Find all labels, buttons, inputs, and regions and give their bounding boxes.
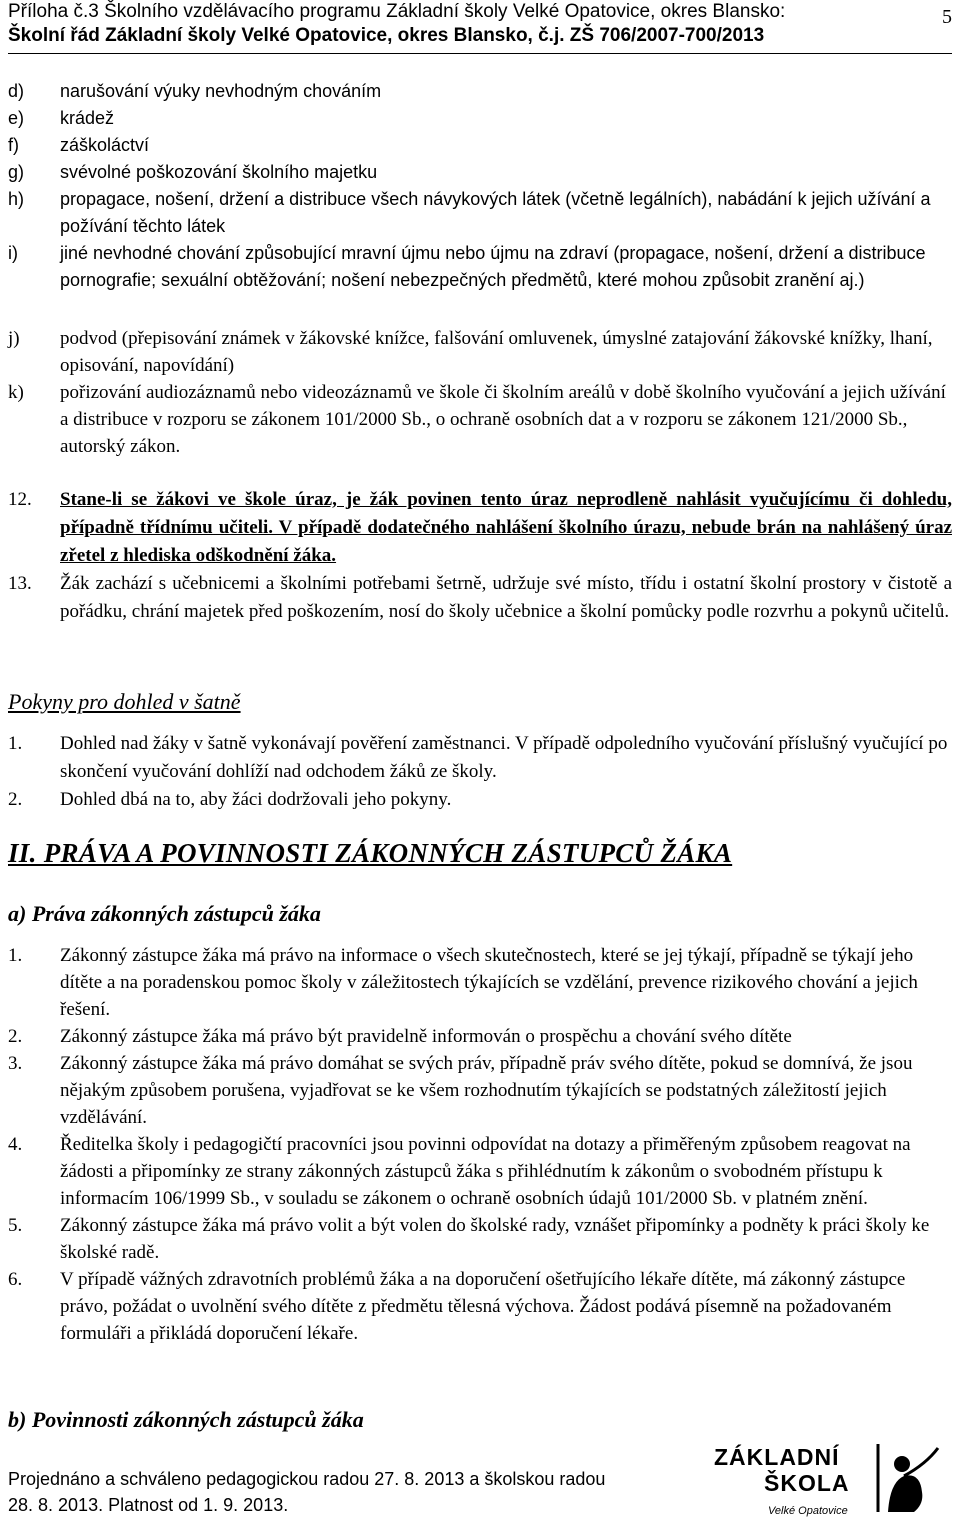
list-marker: 6.	[8, 1269, 23, 1290]
list-text: Zákonný zástupce žáka má právo na informace o všech skutečnostech, které se jej týkají, případně se týkají jeho dítěte a na poradenskou pomoc školy v záležitostech týkajících se vzdělání, prevence rizikového chování a jejich řešení.	[60, 945, 918, 1020]
list-marker: 12.	[8, 489, 32, 510]
page-header	[8, 0, 952, 48]
list-text: Dohled nad žáky v šatně vykonávají pověření zaměstnanci. V případě odpoledního vyučování příslušný vyučující po skončení vyučování dohlíží nad odchodem žáků ze školy.	[60, 733, 948, 782]
list-item	[8, 1266, 952, 1347]
list-marker: g)	[8, 162, 25, 182]
section-ii-heading: II. PRÁVA A POVINNOSTI ZÁKONNÝCH ZÁSTUPCŮ ŽÁKA	[8, 838, 733, 868]
list-text: Zákonný zástupce žáka má právo být pravidelně informován o prospěchu a chování svého dítěte	[60, 1026, 792, 1047]
list-text: krádež	[60, 108, 115, 128]
list-text: V případě vážných zdravotních problémů žáka a na doporučení ošetřujícího lékaře dítěte, má zákonný zástupce právo, požádat o uvolnění svého dítěte z předmětu tělesná výchova. Žádost podává písemně na požadovaném formuláři a přikládá doporučení lékaře.	[60, 1269, 906, 1344]
list-item	[8, 240, 952, 294]
list-text: Dohled dbá na to, aby žáci dodržovali jeho pokyny.	[60, 789, 452, 810]
list-marker: e)	[8, 108, 25, 128]
rights-subheading: a) Práva zákonných zástupců žáka	[8, 901, 321, 926]
list-text: narušování výuky nevhodným chováním	[60, 81, 382, 101]
list-item	[8, 1023, 952, 1050]
list-text: Ředitelka školy i pedagogičtí pracovníci jsou povinni odpovídat na dotazy a přiměřeným způsobem reagovat na žádosti a připomínky ze strany zákonných zástupců žáka s přihlédnutím k zákonům o svobodném přístupu k informacím 106/1999 Sb., v souladu se zákonem o ochraně osobních údajů 101/2000 Sb. v platném znění.	[60, 1134, 911, 1209]
list-marker: k)	[8, 382, 24, 403]
list-item	[8, 78, 952, 105]
header-rule	[8, 53, 952, 54]
list-item	[8, 325, 952, 379]
header-line-1: Příloha č.3 Školního vzdělávacího programu Základní školy Velké Opatovice, okres Blansko:	[8, 1, 786, 22]
list-item	[8, 730, 952, 786]
list-marker: 1.	[8, 945, 23, 966]
injury-rule-text: Stane-li se žákovi ve škole úraz, je žák povinen tento úraz neprodleně nahlásit vyučujícímu či dohledu, případně třídnímu učiteli. V případě dodatečného nahlášení školního úrazu, nebude brán na nahlášený úraz zřetel z hlediska odškodnění žáka.	[60, 489, 952, 566]
list-text: záškoláctví	[60, 135, 150, 155]
logo-text-1: ZÁKLADNÍ	[714, 1444, 840, 1470]
list-item	[8, 942, 952, 1023]
list-marker: d)	[8, 81, 25, 101]
list-marker: 2.	[8, 789, 23, 810]
section-ii-a	[8, 900, 952, 927]
rule-item-12	[8, 486, 952, 570]
section-ii-b	[8, 1406, 952, 1433]
list-text: pořizování audiozáznamů nebo videozáznamů ve škole či školním areálů v době školního vyučování a jejich užívání a distribuce v rozporu se zákonem 101/2000 Sb., o ochraně osobních dat a v rozporu se zákonem 121/2000 Sb., autorský zákon.	[60, 382, 946, 457]
list-item	[8, 159, 952, 186]
list-marker: 13.	[8, 573, 32, 594]
list-item	[8, 1050, 952, 1131]
rules-12-13	[8, 486, 952, 626]
list-text: podvod (přepisování známek v žákovské knížce, falšování omluvenek, úmyslné zatajování žákovské knížky, lhaní, opisování, napovídání)	[60, 328, 933, 376]
list-marker: 4.	[8, 1134, 23, 1155]
list-text: propagace, nošení, držení a distribuce všech návykových látek (včetně legálních), nabádání k jejich užívání a požívání těchto látek	[60, 189, 931, 236]
list-item	[8, 379, 952, 460]
satna-section	[8, 688, 952, 715]
logo-emblem-icon	[864, 1442, 944, 1514]
list-item	[8, 1131, 952, 1212]
list-text: jiné nevhodné chování způsobující mravní újmu nebo újmu na zdraví (propagace, nošení, držení a distribuce pornografie; sexuální obtěžování; nošení nebezpečných předmětů, které mohou způsobit zranění aj.)	[60, 243, 926, 290]
list-text: Zákonný zástupce žáka má právo domáhat se svých práv, případně práv svého dítěte, pokud se domnívá, že jsou nějakým způsobem porušena, vyjadřovat se ke všem rozhodnutím týkajících se podstatných záležitostí jejich vzdělávání.	[60, 1053, 913, 1128]
list-marker: i)	[8, 243, 18, 263]
list-marker: f)	[8, 135, 19, 155]
list-item	[8, 132, 952, 159]
page-number: 5	[942, 6, 952, 28]
satna-list	[8, 730, 952, 814]
list-item	[8, 1212, 952, 1266]
rights-list	[8, 942, 952, 1347]
list-item	[8, 786, 952, 814]
list-item	[8, 186, 952, 240]
school-logo	[712, 1440, 952, 1516]
rule-item-13	[8, 570, 952, 626]
section-ii	[8, 840, 952, 867]
logo-text-2: ŠKOLA	[764, 1470, 850, 1496]
page-footer	[8, 1466, 605, 1518]
list-marker: 5.	[8, 1215, 23, 1236]
list-text: svévolné poškozování školního majetku	[60, 162, 378, 182]
footer-line-1: Projednáno a schváleno pedagogickou radou 27. 8. 2013 a školskou radou	[8, 1469, 606, 1489]
offense-list-cont	[8, 325, 952, 460]
list-text: Zákonný zástupce žáka má právo volit a být volen do školské rady, vznášet připomínky a podněty k práci školy ke školské radě.	[60, 1215, 930, 1263]
offense-list	[8, 78, 952, 294]
rule-text: Žák zachází s učebnicemi a školními potřebami šetrně, udržuje své místo, třídu i ostatní školní prostory v čistotě a pořádku, chrání majetek před poškozením, nosí do školy učebnice a školní pomůcky podle rozvrhu a pokynů učitelů.	[60, 573, 952, 622]
header-line-2: Školní řád Základní školy Velké Opatovice, okres Blansko, č.j. ZŠ 706/2007-700/2013	[8, 25, 765, 46]
list-item	[8, 105, 952, 132]
duties-subheading: b) Povinnosti zákonných zástupců žáka	[8, 1407, 364, 1432]
list-marker: 1.	[8, 733, 23, 754]
list-marker: 3.	[8, 1053, 23, 1074]
satna-heading: Pokyny pro dohled v šatně	[8, 689, 241, 714]
list-marker: h)	[8, 189, 25, 209]
logo-text-3: Velké Opatovice	[768, 1505, 848, 1517]
list-marker: 2.	[8, 1026, 23, 1047]
list-marker: j)	[8, 328, 20, 349]
footer-line-2: 28. 8. 2013. Platnost od 1. 9. 2013.	[8, 1495, 289, 1515]
